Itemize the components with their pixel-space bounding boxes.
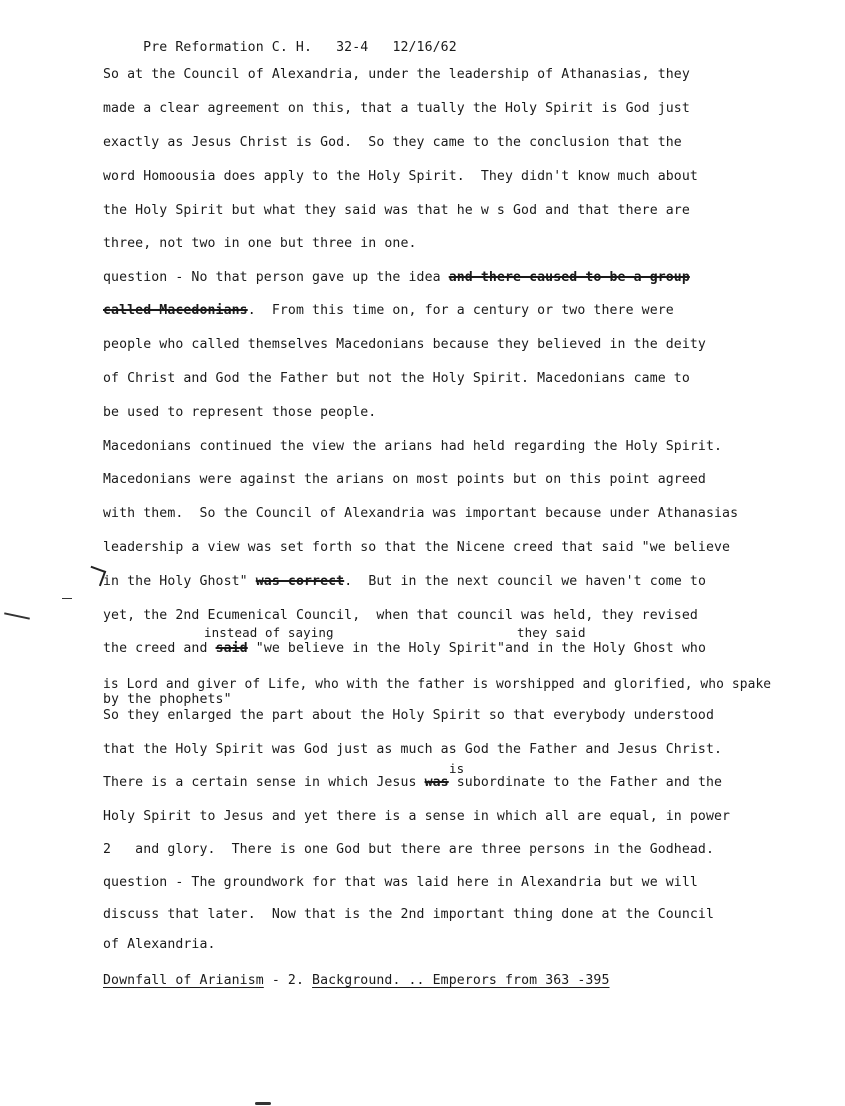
insert-above-is: is (449, 761, 465, 776)
text-line-25: question - The groundwork for that was laid here in Alexandria but we will (103, 875, 698, 890)
page-header (111, 24, 457, 72)
text-line-16-start: in the Holy Ghost" (103, 574, 256, 589)
text-line-2: made a clear agreement on this, that a tually the Holy Spirit is God just (103, 101, 690, 116)
struck-text-said: said (215, 641, 248, 656)
text-line-8 (103, 303, 674, 319)
text-line-7 (103, 270, 690, 286)
struck-text-group: and there caused to be a group (448, 270, 690, 285)
text-line-17: yet, the 2nd Ecumenical Council, when that council was held, they revised (103, 608, 698, 623)
text-line-16-rest: . But in the next council we haven't come to (344, 574, 706, 589)
text-line-22-start: There is a certain sense in which Jesus (103, 775, 425, 790)
text-line-11: be used to represent those people. (103, 405, 377, 420)
text-line-10: of Christ and God the Father but not the Holy Spirit. Macedonians came to (103, 371, 690, 386)
text-line-20: So they enlarged the part about the Holy Spirit so that everybody understood (103, 708, 715, 723)
text-line-14: with them. So the Council of Alexandria was important because under Athanasias (103, 506, 739, 521)
text-line-7-start: question - No that person gave up the idea (103, 270, 449, 285)
text-line-23: Holy Spirit to Jesus and yet there is a sense in which all are equal, in power (103, 809, 731, 824)
text-line-15: leadership a view was set forth so that the Nicene creed that said "we believe (103, 540, 731, 555)
text-line-13: Macedonians were against the arians on most points but on this point agreed (103, 472, 706, 487)
text-line-1: So at the Council of Alexandria, under the leadership of Athanasias, they (103, 67, 690, 82)
margin-dash-mark (4, 612, 30, 619)
struck-text-was: was (424, 775, 449, 790)
text-line-18-start: the creed and (103, 641, 216, 656)
text-line-5: the Holy Spirit but what they said was that he w s God and that there are (103, 203, 690, 218)
heading-background: Background. .. Emperors from 363 -395 (312, 973, 610, 988)
text-line-19: is Lord and giver of Life, who with the father is worshipped and glorified, who spake (103, 677, 772, 692)
text-line-18-rest: "we believe in the Holy Spirit"and in the Holy Ghost who (247, 641, 706, 656)
header-title: Pre Reformation C. H. (143, 40, 313, 55)
text-line-16 (103, 574, 706, 590)
text-line-21: that the Holy Spirit was God just as much as God the Father and Jesus Christ. (103, 742, 723, 757)
struck-text-was-correct: was correct (255, 574, 345, 589)
text-line-27: of Alexandria. (103, 937, 216, 952)
text-line-3: exactly as Jesus Christ is God. So they came to the conclusion that the (103, 135, 682, 150)
margin-tick-mark (62, 598, 72, 599)
text-line-22-rest: subordinate to the Father and the (448, 775, 723, 790)
insert-above-they-said: they said (517, 625, 586, 640)
text-line-19-continued: by the phophets" (103, 692, 232, 707)
text-line-24: 2 and glory. There is one God but there are three persons in the Godhead. (103, 842, 715, 857)
text-line-12: Macedonians continued the view the arians had held regarding the Holy Spirit. (103, 439, 723, 454)
struck-text-macedonians: called Macedonians (103, 303, 248, 318)
heading-downfall: Downfall of Arianism (103, 973, 264, 988)
header-date: 12/16/62 (392, 40, 457, 55)
text-line-6: three, not two in one but three in one. (103, 236, 417, 251)
insert-above-instead: instead of saying (204, 625, 334, 640)
text-line-26: discuss that later. Now that is the 2nd important thing done at the Council (103, 907, 715, 922)
text-line-9: people who called themselves Macedonians because they believed in the deity (103, 337, 706, 352)
text-line-4: word Homoousia does apply to the Holy Spirit. They didn't know much about (103, 169, 698, 184)
header-code: 32-4 (336, 40, 369, 55)
text-line-22 (103, 775, 722, 791)
text-line-18 (103, 641, 706, 657)
section-heading-line (103, 973, 610, 989)
heading-separator: - 2. (263, 973, 313, 988)
text-line-8-rest: . From this time on, for a century or two there were (247, 303, 674, 318)
bottom-smudge-mark (255, 1102, 271, 1105)
